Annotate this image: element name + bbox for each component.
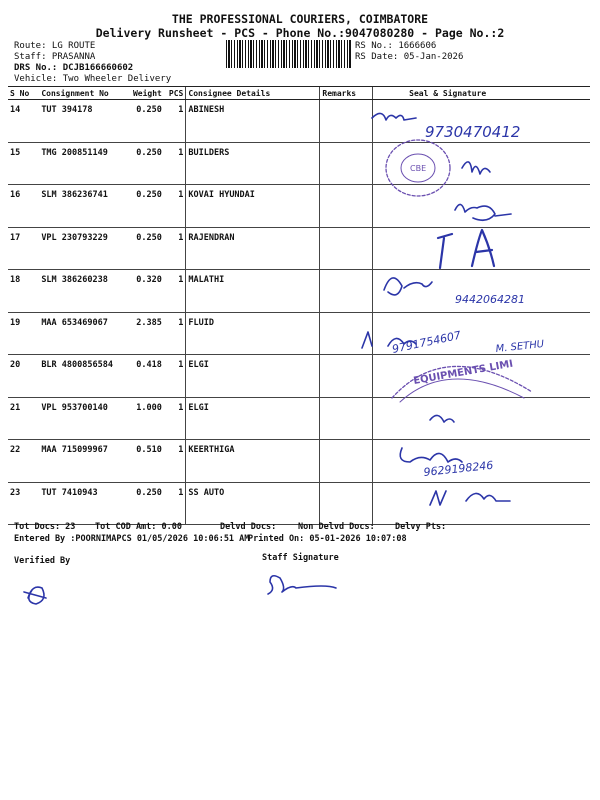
row-signature bbox=[373, 142, 590, 185]
row-remarks bbox=[320, 100, 373, 143]
row-sno: 18 bbox=[8, 270, 39, 313]
row-pcs: 1 bbox=[164, 482, 186, 525]
row-consignment-no: BLR 4800856584 bbox=[39, 355, 121, 398]
table-row bbox=[8, 227, 590, 270]
runsheet-table bbox=[8, 86, 590, 525]
row-consignment-no: VPL 953700140 bbox=[39, 397, 121, 440]
handwritten-phone-3: 9791754607 bbox=[390, 328, 463, 356]
row-signature bbox=[373, 355, 590, 398]
table-row bbox=[8, 100, 590, 143]
rs-date: RS Date: 05-Jan-2026 bbox=[355, 52, 464, 62]
row-consignee: ABINESH bbox=[186, 100, 320, 143]
barcode bbox=[226, 40, 352, 68]
printed-on: Printed On: 05-01-2026 10:07:08 bbox=[248, 534, 407, 544]
row-weight: 0.250 bbox=[121, 482, 163, 525]
table-header-row bbox=[8, 87, 590, 100]
row-consignment-no: MAA 653469067 bbox=[39, 312, 121, 355]
row-consignee: KOVAI HYUNDAI bbox=[186, 185, 320, 228]
verified-signature bbox=[24, 587, 46, 604]
col-consignment: Consignment No bbox=[39, 87, 121, 100]
delivered-docs: Delvd Docs: bbox=[220, 522, 277, 532]
row-remarks bbox=[320, 482, 373, 525]
row-weight: 0.250 bbox=[121, 227, 163, 270]
row-pcs: 1 bbox=[164, 397, 186, 440]
delivery-points: Delvy Pts: bbox=[395, 522, 447, 532]
entered-by: Entered By :POORNIMAPCS 01/05/2026 10:06:51 AM bbox=[14, 534, 250, 544]
row-pcs: 1 bbox=[164, 440, 186, 483]
row-consignee: SS AUTO bbox=[186, 482, 320, 525]
table-row bbox=[8, 270, 590, 313]
row-weight: 0.250 bbox=[121, 100, 163, 143]
row-remarks bbox=[320, 185, 373, 228]
row-sno: 22 bbox=[8, 440, 39, 483]
row-signature bbox=[373, 185, 590, 228]
row-weight: 0.320 bbox=[121, 270, 163, 313]
row-pcs: 1 bbox=[164, 270, 186, 313]
runsheet-subtitle: Delivery Runsheet - PCS - Phone No.:9047080280 - Page No.:2 bbox=[95, 26, 505, 40]
row-pcs: 1 bbox=[164, 312, 186, 355]
row-consignment-no: TUT 394178 bbox=[39, 100, 121, 143]
non-delivered-docs: Non Delvd Docs: bbox=[298, 522, 375, 532]
row-remarks bbox=[320, 440, 373, 483]
row-consignment-no: VPL 230793229 bbox=[39, 227, 121, 270]
row-weight: 0.250 bbox=[121, 142, 163, 185]
row-remarks bbox=[320, 270, 373, 313]
row-weight: 0.250 bbox=[121, 185, 163, 228]
row-pcs: 1 bbox=[164, 355, 186, 398]
col-signature: Seal & Signature bbox=[373, 87, 590, 100]
table-row bbox=[8, 355, 590, 398]
company-title: THE PROFESSIONAL COURIERS, COIMBATORE bbox=[171, 12, 429, 26]
col-remarks: Remarks bbox=[320, 87, 373, 100]
row-sno: 23 bbox=[8, 482, 39, 525]
row-sno: 17 bbox=[8, 227, 39, 270]
row-pcs: 1 bbox=[164, 185, 186, 228]
row-sno: 19 bbox=[8, 312, 39, 355]
row-weight: 0.510 bbox=[121, 440, 163, 483]
row-consignee: RAJENDRAN bbox=[186, 227, 320, 270]
row-pcs: 1 bbox=[164, 100, 186, 143]
col-pcs: PCS bbox=[164, 87, 186, 100]
row-consignment-no: TUT 7410943 bbox=[39, 482, 121, 525]
row-remarks bbox=[320, 227, 373, 270]
route-label: Route: LG ROUTE bbox=[14, 41, 96, 51]
handwritten-phone-2: 9442064281 bbox=[455, 293, 525, 306]
table-row bbox=[8, 142, 590, 185]
row-sno: 20 bbox=[8, 355, 39, 398]
handwritten-phone-4: 9629198246 bbox=[422, 458, 494, 479]
row-signature bbox=[373, 482, 590, 525]
staff-label: Staff: PRASANNA bbox=[14, 52, 96, 62]
row-consignee: FLUID bbox=[186, 312, 320, 355]
verified-by-label: Verified By bbox=[14, 556, 71, 566]
row-pcs: 1 bbox=[164, 142, 186, 185]
row-signature bbox=[373, 440, 590, 483]
row-remarks bbox=[320, 142, 373, 185]
table-row bbox=[8, 482, 590, 525]
table-row bbox=[8, 312, 590, 355]
row-consignee: ELGI bbox=[186, 355, 320, 398]
row-weight: 1.000 bbox=[121, 397, 163, 440]
row-remarks bbox=[320, 355, 373, 398]
row-sno: 21 bbox=[8, 397, 39, 440]
row-signature bbox=[373, 270, 590, 313]
row-consignee: KEERTHIGA bbox=[186, 440, 320, 483]
row-signature bbox=[373, 397, 590, 440]
col-sno: S No bbox=[8, 87, 39, 100]
row-signature bbox=[373, 227, 590, 270]
row-remarks bbox=[320, 312, 373, 355]
col-consignee: Consignee Details bbox=[186, 87, 320, 100]
vehicle-label: Vehicle: Two Wheeler Delivery bbox=[14, 74, 172, 84]
handwritten-phone-1: 9730470412 bbox=[425, 123, 521, 141]
total-cod: Tot COD Amt: 0.00 bbox=[95, 522, 182, 532]
row-weight: 2.385 bbox=[121, 312, 163, 355]
row-consignment-no: SLM 386236741 bbox=[39, 185, 121, 228]
row-pcs: 1 bbox=[164, 227, 186, 270]
row-consignee: ELGI bbox=[186, 397, 320, 440]
row-weight: 0.418 bbox=[121, 355, 163, 398]
col-weight: Weight bbox=[121, 87, 163, 100]
total-docs: Tot Docs: 23 bbox=[14, 522, 76, 532]
stamp-equipments-text: EQUIPMENTS LIMI bbox=[412, 358, 514, 387]
stamp-cbe-text: CBE bbox=[410, 164, 427, 173]
row-sno: 14 bbox=[8, 100, 39, 143]
row-sno: 16 bbox=[8, 185, 39, 228]
drs-number: DRS No.: DCJB166660602 bbox=[14, 63, 134, 73]
row-consignment-no: MAA 715099967 bbox=[39, 440, 121, 483]
row-remarks bbox=[320, 397, 373, 440]
row-consignment-no: TMG 200851149 bbox=[39, 142, 121, 185]
handwritten-name: M. SETHU bbox=[495, 338, 545, 355]
row-sno: 15 bbox=[8, 142, 39, 185]
rs-number: RS No.: 1666606 bbox=[355, 41, 437, 51]
row-signature bbox=[373, 100, 590, 143]
table-row bbox=[8, 397, 590, 440]
table-row bbox=[8, 185, 590, 228]
row-consignee: MALATHI bbox=[186, 270, 320, 313]
row-consignee: BUILDERS bbox=[186, 142, 320, 185]
staff-signature bbox=[268, 576, 336, 594]
table-row bbox=[8, 440, 590, 483]
staff-signature-label: Staff Signature bbox=[262, 553, 339, 563]
row-consignment-no: SLM 386260238 bbox=[39, 270, 121, 313]
row-signature bbox=[373, 312, 590, 355]
